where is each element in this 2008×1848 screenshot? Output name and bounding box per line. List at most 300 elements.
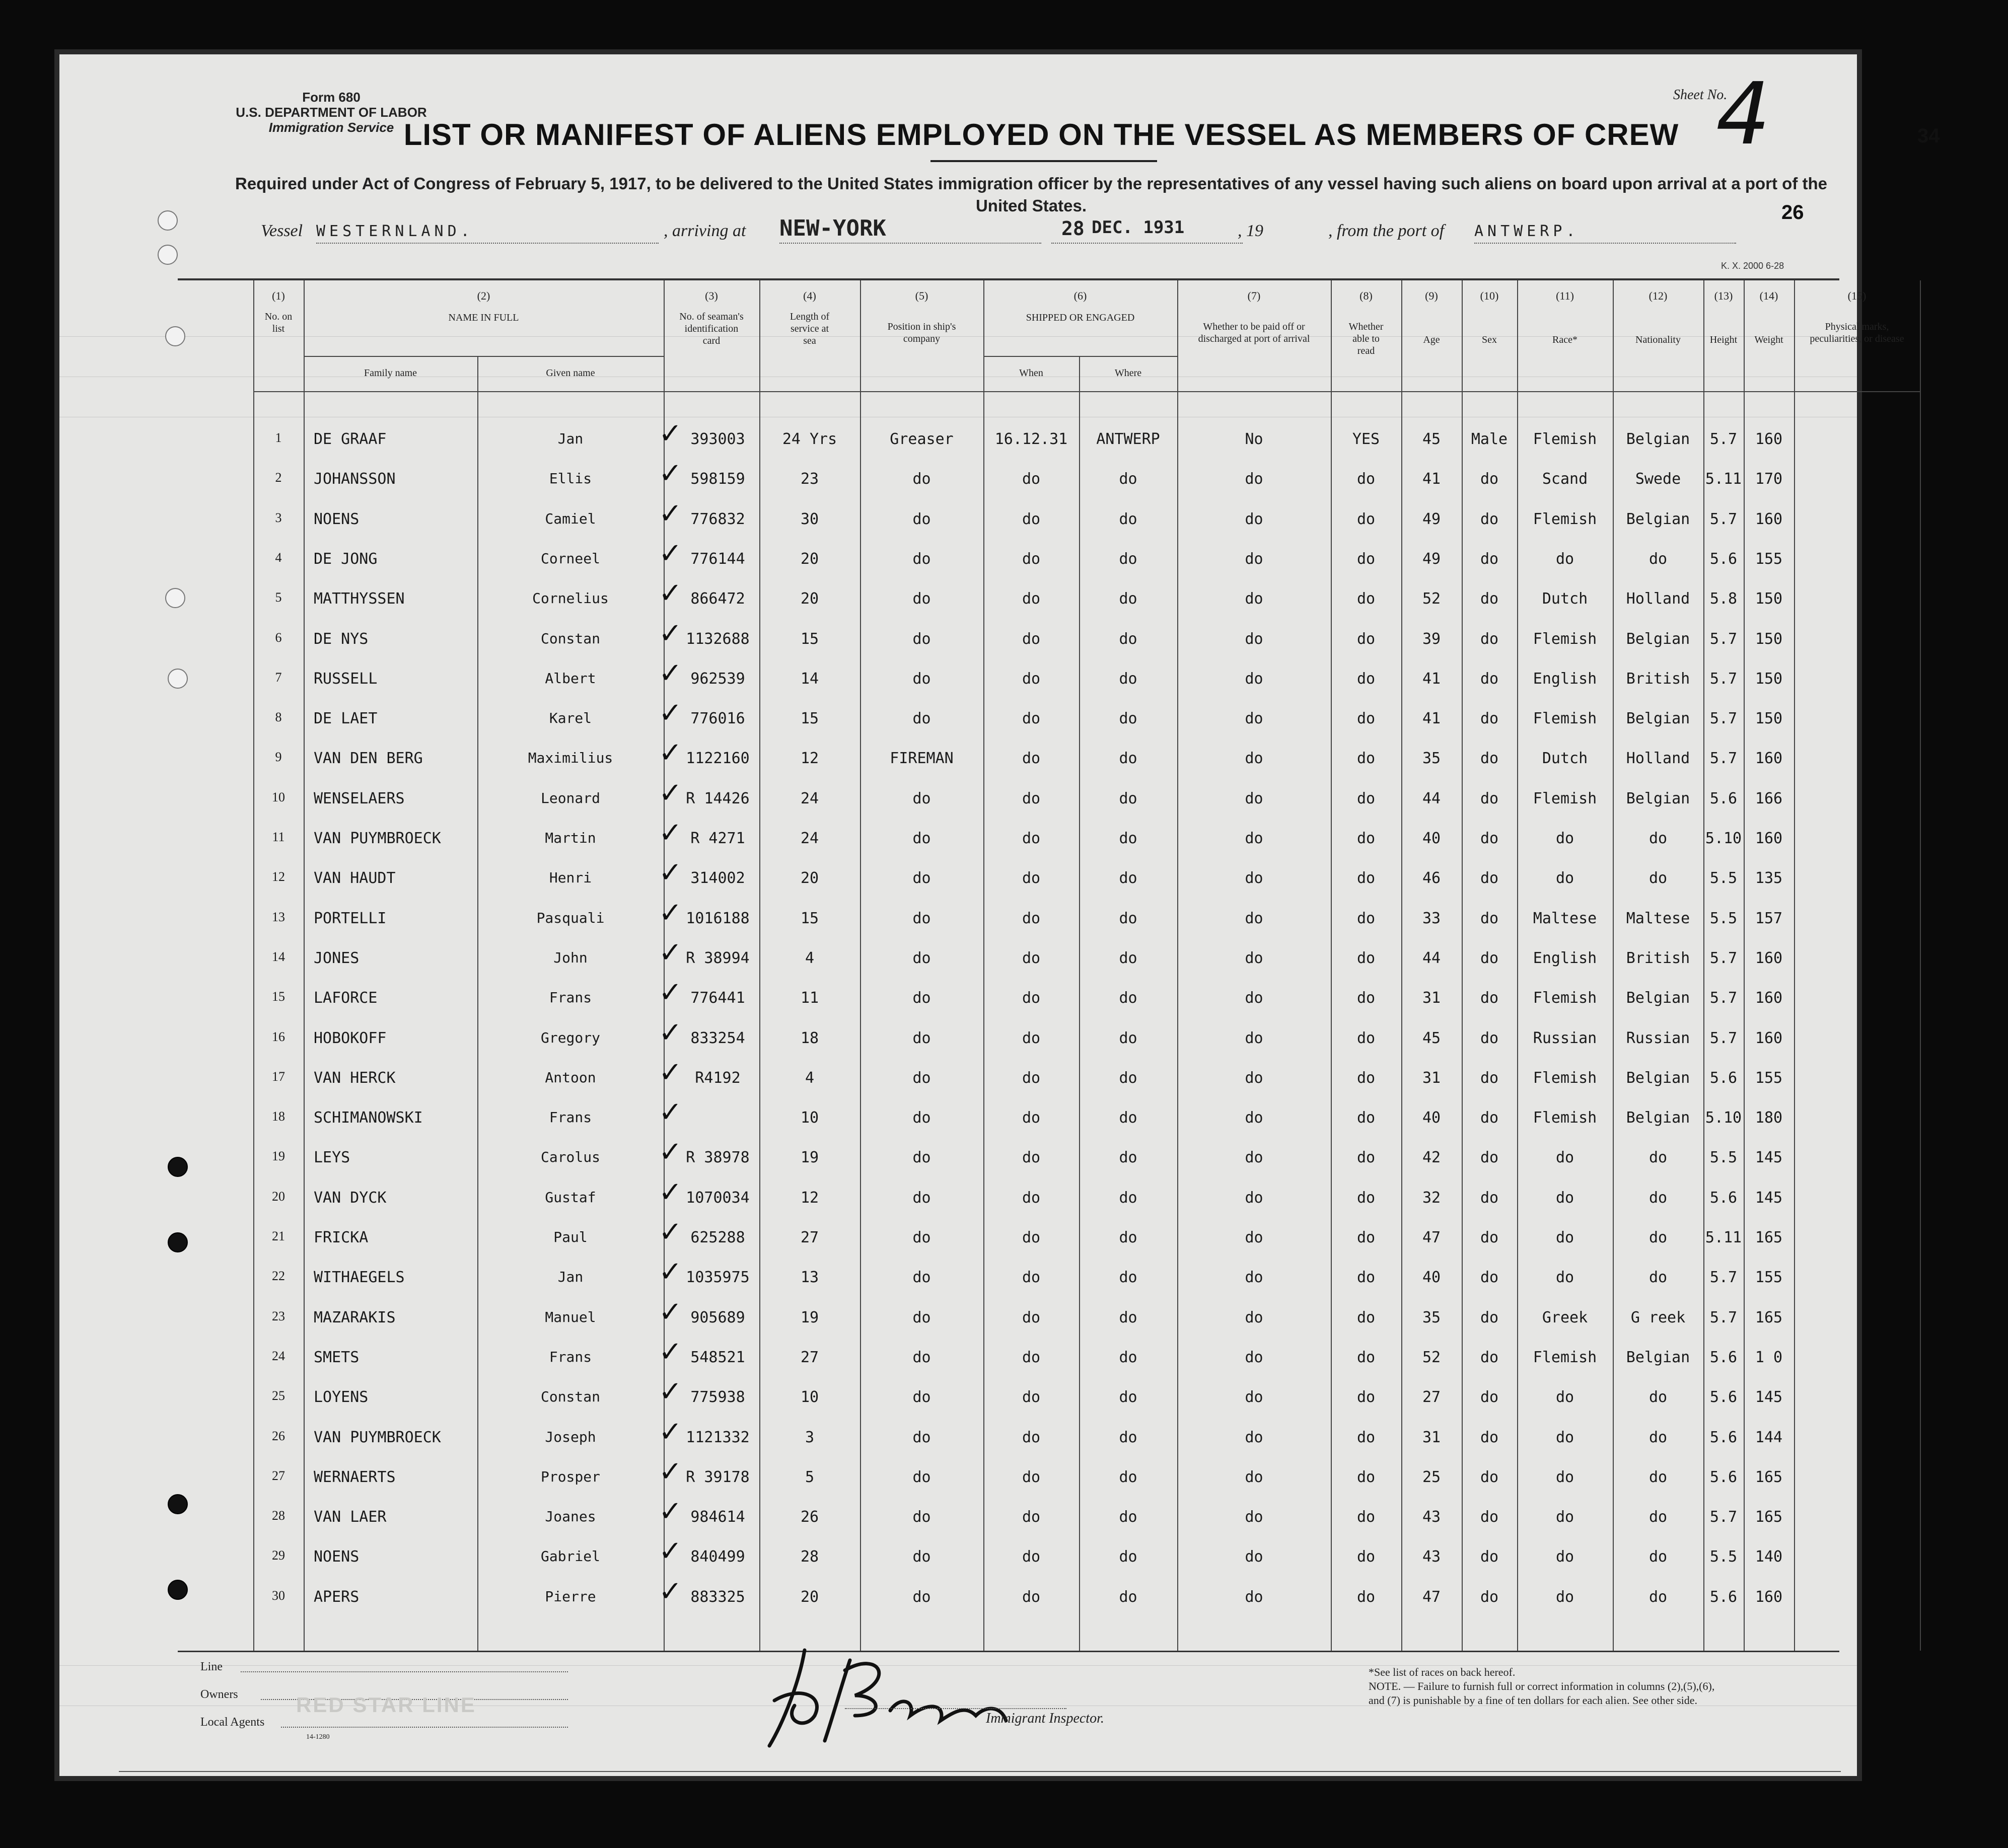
- cell-height: 5.11: [1705, 1229, 1742, 1246]
- cell-card: 883325: [690, 1588, 745, 1606]
- table-row: [178, 1295, 1920, 1340]
- cell-weight: 160: [1755, 430, 1783, 448]
- cell-weight: 160: [1755, 1588, 1783, 1606]
- cell-nationality: do: [1648, 550, 1668, 568]
- cell-given: Leonard: [540, 789, 600, 806]
- cell-family: WITHAEGELS: [314, 1269, 405, 1287]
- cell-weight: 160: [1755, 949, 1783, 967]
- cell-age: 42: [1422, 1149, 1441, 1167]
- cell-age: 44: [1422, 789, 1441, 807]
- cell-given: Frans: [549, 1109, 592, 1126]
- cell-card: R 38994: [686, 949, 750, 967]
- cell-read: do: [1356, 590, 1376, 608]
- punch-hole: [168, 669, 188, 689]
- cell-height: 5.6: [1709, 1189, 1738, 1207]
- cell-family: JONES: [314, 949, 360, 967]
- cell-position: do: [912, 1109, 931, 1127]
- cell-paid: do: [1245, 710, 1263, 728]
- cell-weight: 165: [1755, 1468, 1783, 1486]
- cell-sex: do: [1480, 1468, 1499, 1486]
- col-num-7: (7): [1247, 289, 1261, 302]
- cell-given: Gabriel: [540, 1548, 600, 1565]
- cell-paid: do: [1245, 1508, 1263, 1526]
- cell-family: APERS: [314, 1588, 360, 1606]
- cell-card: 625288: [690, 1229, 745, 1246]
- cell-weight: 180: [1755, 1109, 1783, 1127]
- cell-family: DE LAET: [314, 710, 378, 728]
- cell-read: do: [1356, 470, 1376, 488]
- cell-nationality: Belgian: [1626, 710, 1690, 728]
- cell-where: do: [1119, 1468, 1137, 1486]
- cell-where: do: [1119, 1508, 1137, 1526]
- cell-given: Frans: [549, 1348, 592, 1365]
- cell-service: 19: [800, 1149, 819, 1167]
- cell-no: 25: [272, 1388, 285, 1403]
- cell-paid: do: [1245, 510, 1263, 528]
- date-month-year: DEC. 1931: [1092, 217, 1185, 238]
- cell-sex: Male: [1471, 430, 1508, 448]
- cell-card: 393003: [690, 430, 745, 448]
- cell-nationality: do: [1648, 1189, 1668, 1207]
- cell-position: do: [912, 1229, 931, 1246]
- cell-read: do: [1356, 750, 1376, 768]
- cell-when: do: [1022, 909, 1041, 927]
- footer-owners-label: Owners: [200, 1688, 238, 1701]
- cell-weight: 160: [1755, 750, 1783, 768]
- cell-family: DE NYS: [314, 630, 369, 648]
- year-label: , 19: [1238, 221, 1263, 240]
- table-row: [178, 1375, 1920, 1419]
- cell-position: do: [912, 710, 931, 728]
- manifest-page: [59, 54, 1940, 1776]
- cell-no: 17: [272, 1069, 285, 1084]
- cell-given: Constan: [540, 630, 600, 647]
- cell-race: Flemish: [1533, 989, 1597, 1007]
- cell-race: do: [1555, 550, 1574, 568]
- check-mark-icon: ✓: [659, 417, 682, 450]
- cell-service: 15: [800, 909, 819, 927]
- cell-race: do: [1555, 1588, 1574, 1606]
- cell-age: 35: [1422, 750, 1441, 768]
- cell-age: 43: [1422, 1508, 1441, 1526]
- cell-when: do: [1022, 789, 1041, 807]
- table-row: [178, 1495, 1920, 1539]
- form-code: K. X. 2000 6-28: [1721, 261, 1784, 271]
- cell-sex: do: [1480, 670, 1499, 688]
- cell-nationality: Belgian: [1626, 789, 1690, 807]
- cell-weight: 140: [1755, 1548, 1783, 1566]
- check-mark-icon: ✓: [659, 1255, 682, 1289]
- cell-nationality: do: [1648, 1548, 1668, 1566]
- cell-race: Dutch: [1542, 590, 1588, 608]
- cell-no: 21: [272, 1229, 285, 1243]
- cell-age: 41: [1422, 670, 1441, 688]
- cell-sex: do: [1480, 1548, 1499, 1566]
- cell-given: Martin: [545, 830, 596, 846]
- cell-nationality: do: [1648, 1388, 1668, 1407]
- cell-position: do: [912, 590, 931, 608]
- margin-number-bottom: 26: [1781, 201, 1804, 224]
- cell-position: do: [912, 830, 931, 847]
- cell-read: do: [1356, 1348, 1376, 1366]
- check-mark-icon: ✓: [659, 1575, 682, 1608]
- cell-sex: do: [1480, 1229, 1499, 1246]
- cell-nationality: do: [1648, 1229, 1668, 1246]
- cell-when: do: [1022, 1388, 1041, 1407]
- col-num-8: (8): [1359, 289, 1373, 302]
- cell-nationality: Belgian: [1626, 510, 1690, 528]
- cell-position: do: [912, 1588, 931, 1606]
- cell-service: 10: [800, 1388, 819, 1407]
- check-mark-icon: ✓: [659, 1495, 682, 1528]
- cell-read: do: [1356, 949, 1376, 967]
- cell-read: do: [1356, 1548, 1376, 1566]
- cell-when: do: [1022, 670, 1041, 688]
- cell-nationality: Belgian: [1626, 1348, 1690, 1366]
- table-row: [178, 1255, 1920, 1299]
- cell-no: 23: [272, 1308, 285, 1323]
- table-row: [178, 1175, 1920, 1220]
- cell-family: VAN HERCK: [314, 1069, 396, 1087]
- cell-card: R4192: [695, 1069, 741, 1087]
- cell-given: Joseph: [545, 1428, 596, 1445]
- col-num-14: (14): [1759, 289, 1778, 302]
- cell-sex: do: [1480, 1149, 1499, 1167]
- cell-paid: do: [1245, 670, 1263, 688]
- cell-race: Russian: [1533, 1029, 1597, 1047]
- cell-given: Prosper: [540, 1468, 600, 1485]
- cell-height: 5.10: [1705, 830, 1742, 847]
- table-row: [178, 656, 1920, 701]
- cell-service: 20: [800, 550, 819, 568]
- cell-card: 905689: [690, 1308, 745, 1326]
- cell-height: 5.8: [1709, 590, 1738, 608]
- sheet-number: 4: [1716, 64, 1771, 164]
- cell-nationality: Belgian: [1626, 430, 1690, 448]
- hdr-marks: Physical marks, peculiarities, or disease: [1810, 321, 1904, 344]
- cell-position: do: [912, 1428, 931, 1446]
- cell-read: do: [1356, 1069, 1376, 1087]
- cell-position: do: [912, 510, 931, 528]
- cell-family: HOBOKOFF: [314, 1029, 387, 1047]
- punch-hole: [158, 210, 178, 231]
- cell-paid: do: [1245, 830, 1263, 847]
- date-day: 28: [1061, 217, 1085, 240]
- cell-position: do: [912, 670, 931, 688]
- cell-when: do: [1022, 1029, 1041, 1047]
- cell-nationality: do: [1648, 1588, 1668, 1606]
- cell-card: 775938: [690, 1388, 745, 1407]
- hdr-nationality: Nationality: [1635, 334, 1681, 345]
- cell-age: 33: [1422, 909, 1441, 927]
- cell-height: 5.5: [1709, 1548, 1738, 1566]
- cell-family: SCHIMANOWSKI: [314, 1109, 423, 1127]
- hdr-age: Age: [1423, 334, 1440, 345]
- cell-nationality: do: [1648, 869, 1668, 888]
- vessel-name: WESTERNLAND.: [316, 223, 474, 240]
- cell-card: R 39178: [686, 1468, 750, 1486]
- cell-service: 24 Yrs: [782, 430, 837, 448]
- cell-nationality: G reek: [1630, 1308, 1686, 1326]
- cell-card: 1132688: [686, 630, 750, 648]
- cell-position: do: [912, 1189, 931, 1207]
- arriving-label: , arriving at: [664, 221, 746, 240]
- cell-sex: do: [1480, 630, 1499, 648]
- cell-given: Frans: [549, 989, 592, 1006]
- table-row: [178, 1016, 1920, 1060]
- cell-no: 6: [275, 630, 282, 645]
- cell-paid: do: [1245, 989, 1263, 1007]
- cell-family: LEYS: [314, 1149, 350, 1167]
- cell-position: do: [912, 1069, 931, 1087]
- cell-paid: do: [1245, 1149, 1263, 1167]
- cell-read: YES: [1352, 430, 1380, 448]
- cell-race: do: [1555, 1189, 1574, 1207]
- cell-family: LOYENS: [314, 1388, 369, 1407]
- cell-service: 27: [800, 1348, 819, 1366]
- cell-age: 27: [1422, 1388, 1441, 1407]
- cell-weight: 170: [1755, 470, 1783, 488]
- cell-race: do: [1555, 1468, 1574, 1486]
- cell-sex: do: [1480, 789, 1499, 807]
- cell-no: 11: [272, 830, 285, 844]
- cell-height: 5.7: [1709, 1308, 1738, 1326]
- cell-age: 40: [1422, 1109, 1441, 1127]
- punch-hole: [165, 588, 185, 608]
- arriving-port: NEW-YORK: [779, 215, 886, 241]
- cell-height: 5.7: [1709, 949, 1738, 967]
- cell-read: do: [1356, 1149, 1376, 1167]
- cell-height: 5.6: [1709, 550, 1738, 568]
- cell-weight: 155: [1755, 1269, 1783, 1287]
- cell-weight: 165: [1755, 1508, 1783, 1526]
- cell-position: do: [912, 989, 931, 1007]
- cell-sex: do: [1480, 1428, 1499, 1446]
- cell-where: do: [1119, 1308, 1137, 1326]
- col-num-13: (13): [1714, 289, 1733, 302]
- cell-nationality: Belgian: [1626, 989, 1690, 1007]
- check-mark-icon: ✓: [659, 856, 682, 890]
- cell-card: 776832: [690, 510, 745, 528]
- cell-paid: do: [1245, 750, 1263, 768]
- cell-given: Pierre: [545, 1588, 596, 1605]
- cell-read: do: [1356, 630, 1376, 648]
- cell-service: 5: [805, 1468, 815, 1486]
- cell-age: 40: [1422, 830, 1441, 847]
- document-subtitle: Required under Act of Congress of February 5, 1917, to be delivered to the United States immigration officer by the representatives of any vessel having such aliens on board upon arrival at a port of the United States.: [235, 174, 1827, 215]
- cell-when: do: [1022, 1189, 1041, 1207]
- col-num-4: (4): [803, 289, 816, 302]
- cell-nationality: British: [1626, 670, 1690, 688]
- cell-where: do: [1119, 1029, 1137, 1047]
- cell-nationality: do: [1648, 1149, 1668, 1167]
- cell-position: do: [912, 1388, 931, 1407]
- cell-when: do: [1022, 869, 1041, 888]
- cell-family: VAN LAER: [314, 1508, 387, 1526]
- cell-given: Cornelius: [532, 590, 609, 607]
- footer-agents-label: Local Agents: [200, 1716, 265, 1729]
- cell-given: Manuel: [545, 1308, 596, 1325]
- cell-paid: do: [1245, 869, 1263, 888]
- cell-weight: 160: [1755, 830, 1783, 847]
- cell-position: do: [912, 1308, 931, 1326]
- cell-sex: do: [1480, 590, 1499, 608]
- cell-family: JOHANSSON: [314, 470, 396, 488]
- cell-nationality: Maltese: [1626, 909, 1690, 927]
- cell-given: Karel: [549, 710, 592, 727]
- cell-read: do: [1356, 989, 1376, 1007]
- cell-sex: do: [1480, 909, 1499, 927]
- cell-weight: 166: [1755, 789, 1783, 807]
- cell-when: do: [1022, 1069, 1041, 1087]
- cell-paid: do: [1245, 909, 1263, 927]
- cell-given: Ellis: [549, 470, 592, 487]
- cell-read: do: [1356, 1428, 1376, 1446]
- cell-age: 31: [1422, 1428, 1441, 1446]
- cell-position: do: [912, 1029, 931, 1047]
- cell-no: 5: [275, 590, 282, 605]
- cell-when: do: [1022, 470, 1041, 488]
- cell-paid: do: [1245, 789, 1263, 807]
- punch-hole: [168, 1580, 188, 1600]
- cell-no: 1: [275, 430, 282, 445]
- cell-read: do: [1356, 1269, 1376, 1287]
- col-num-15: (15): [1847, 289, 1867, 302]
- cell-sex: do: [1480, 710, 1499, 728]
- cell-paid: do: [1245, 1109, 1263, 1127]
- hdr-height: Height: [1709, 334, 1738, 345]
- cell-where: do: [1119, 710, 1137, 728]
- check-mark-icon: ✓: [659, 697, 682, 730]
- service-name: Immigration Service: [268, 120, 394, 135]
- cell-when: do: [1022, 1508, 1041, 1526]
- cell-read: do: [1356, 1588, 1376, 1606]
- cell-service: 10: [800, 1109, 819, 1127]
- cell-service: 4: [805, 949, 815, 967]
- cell-service: 3: [805, 1428, 815, 1446]
- cell-where: do: [1119, 1428, 1137, 1446]
- cell-race: Flemish: [1533, 1069, 1597, 1087]
- cell-paid: do: [1245, 1388, 1263, 1407]
- check-mark-icon: ✓: [659, 976, 682, 1009]
- cell-no: 2: [275, 470, 282, 485]
- cell-given: Antoon: [545, 1069, 596, 1086]
- cell-nationality: Holland: [1626, 590, 1690, 608]
- cell-when: do: [1022, 1548, 1041, 1566]
- hdr-length-service: Length of service at sea: [790, 311, 830, 346]
- cell-position: do: [912, 550, 931, 568]
- cell-family: NOENS: [314, 510, 360, 528]
- cell-position: do: [912, 909, 931, 927]
- cell-sex: do: [1480, 869, 1499, 888]
- cell-sex: do: [1480, 1269, 1499, 1287]
- cell-service: 11: [800, 989, 819, 1007]
- cell-nationality: Belgian: [1626, 1069, 1690, 1087]
- cell-read: do: [1356, 869, 1376, 888]
- cell-where: do: [1119, 1548, 1137, 1566]
- col-num-5: (5): [915, 289, 928, 302]
- cell-nationality: do: [1648, 1508, 1668, 1526]
- cell-no: 10: [272, 789, 285, 804]
- cell-race: Scand: [1542, 470, 1588, 488]
- cell-when: do: [1022, 989, 1041, 1007]
- cell-family: VAN PUYMBROECK: [314, 1428, 441, 1446]
- check-mark-icon: ✓: [659, 1216, 682, 1248]
- cell-race: Flemish: [1533, 1109, 1597, 1127]
- cell-age: 41: [1422, 470, 1441, 488]
- cell-where: do: [1119, 789, 1137, 807]
- cell-height: 5.5: [1709, 869, 1738, 888]
- cell-height: 5.11: [1705, 470, 1742, 488]
- cell-age: 31: [1422, 1069, 1441, 1087]
- cell-when: do: [1022, 510, 1041, 528]
- table-row: [178, 1216, 1920, 1260]
- punch-hole: [168, 1232, 188, 1252]
- cell-where: do: [1119, 1149, 1137, 1167]
- cell-sex: do: [1480, 1588, 1499, 1606]
- cell-race: do: [1555, 1269, 1574, 1287]
- check-mark-icon: ✓: [659, 1295, 682, 1328]
- footer-agents-code: 14-1280: [306, 1733, 330, 1741]
- cell-read: do: [1356, 670, 1376, 688]
- cell-family: SMETS: [314, 1348, 360, 1366]
- cell-read: do: [1356, 1388, 1376, 1407]
- cell-where: do: [1119, 1229, 1137, 1246]
- cell-family: DE GRAAF: [314, 430, 387, 448]
- col-num-3: (3): [705, 289, 718, 302]
- cell-card: R 38978: [686, 1149, 750, 1167]
- table-row: [178, 976, 1920, 1020]
- from-port: ANTWERP.: [1474, 223, 1580, 240]
- cell-height: 5.7: [1709, 1269, 1738, 1287]
- check-mark-icon: ✓: [659, 1375, 682, 1409]
- cell-where: do: [1119, 750, 1137, 768]
- cell-height: 5.6: [1709, 1588, 1738, 1606]
- cell-where: do: [1119, 630, 1137, 648]
- cell-sex: do: [1480, 1109, 1499, 1127]
- cell-weight: 150: [1755, 590, 1783, 608]
- cell-where: do: [1119, 949, 1137, 967]
- cell-weight: 135: [1755, 869, 1783, 888]
- cell-service: 20: [800, 869, 819, 888]
- cell-card: 598159: [690, 470, 745, 488]
- cell-no: 7: [275, 670, 282, 685]
- cell-given: Corneel: [540, 550, 600, 567]
- cell-sex: do: [1480, 1029, 1499, 1047]
- cell-where: do: [1119, 1269, 1137, 1287]
- table-row: [178, 617, 1920, 661]
- cell-paid: do: [1245, 1548, 1263, 1566]
- cell-where: do: [1119, 510, 1137, 528]
- cell-read: do: [1356, 1189, 1376, 1207]
- cell-card: 1016188: [686, 909, 750, 927]
- cell-nationality: do: [1648, 1269, 1668, 1287]
- cell-when: do: [1022, 1149, 1041, 1167]
- cell-height: 5.6: [1709, 1348, 1738, 1366]
- cell-weight: 145: [1755, 1149, 1783, 1167]
- table-row: [178, 1575, 1920, 1619]
- cell-weight: 155: [1755, 1069, 1783, 1087]
- cell-age: 44: [1422, 949, 1441, 967]
- cell-race: Flemish: [1533, 710, 1597, 728]
- check-mark-icon: ✓: [659, 497, 682, 530]
- cell-family: NOENS: [314, 1548, 360, 1566]
- cell-position: do: [912, 949, 931, 967]
- cell-where: do: [1119, 550, 1137, 568]
- cell-no: 29: [272, 1548, 285, 1563]
- cell-card: 1070034: [686, 1189, 750, 1207]
- cell-race: Flemish: [1533, 630, 1597, 648]
